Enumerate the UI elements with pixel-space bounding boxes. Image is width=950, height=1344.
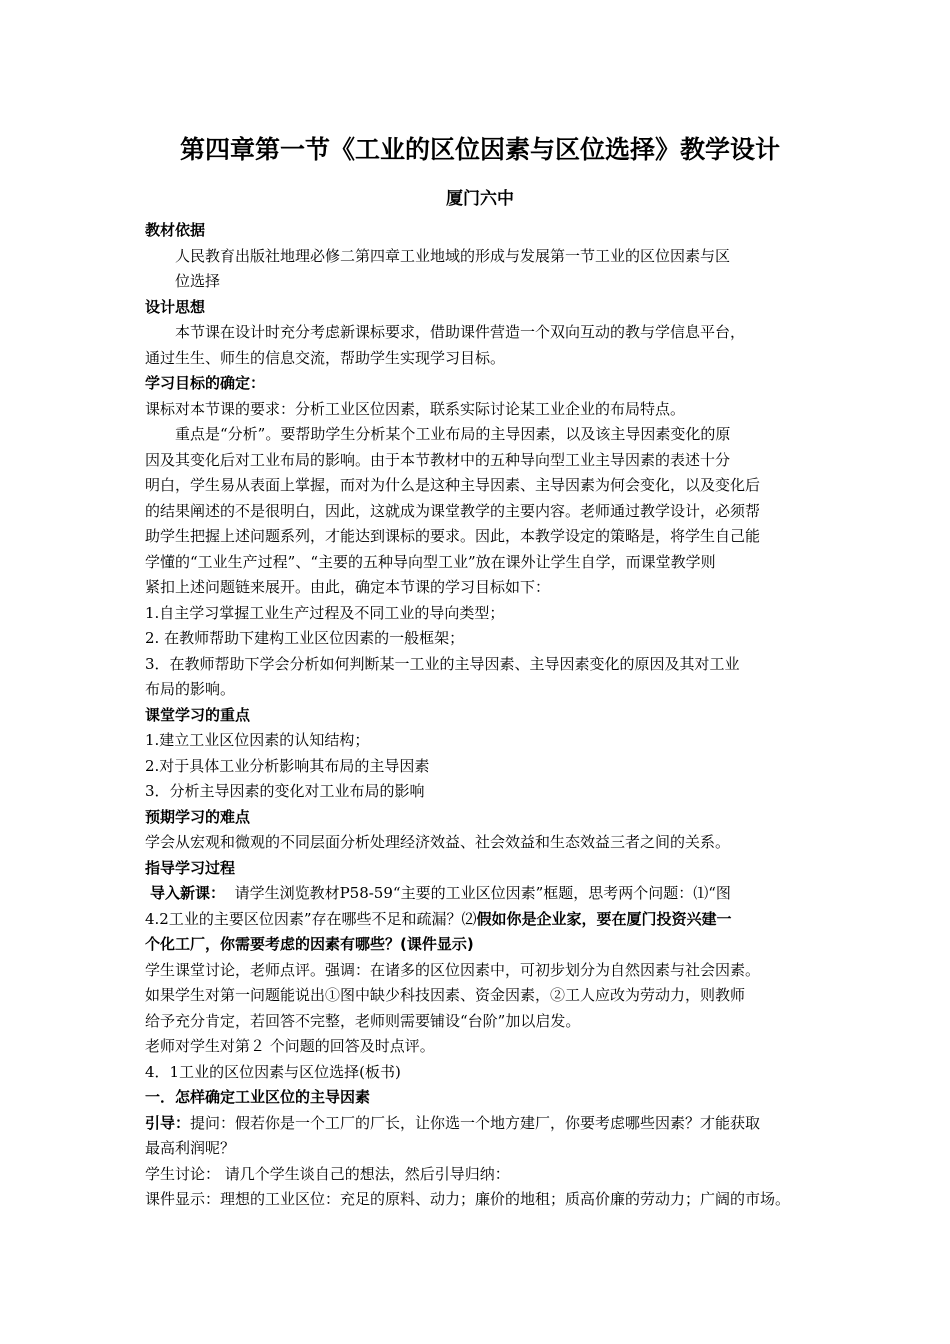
guide-label: 引导： (145, 1113, 191, 1132)
section-heading-part-one: 一．怎样确定工业区位的主导因素 (145, 1088, 371, 1106)
document-page (145, 128, 815, 1213)
section-heading-difficulty: 预期学习的难点 (145, 807, 251, 826)
paragraph-line: 学会从宏观和微观的不同层面分析处理经济效益、社会效益和生态效益三者之间的关系。 (145, 833, 731, 851)
guide-line (145, 1111, 815, 1137)
intro-text: 请学生浏览教材P58-59“主要的工业区位因素”框题，思考两个问题：⑴“图 (234, 884, 731, 902)
goal-item-2: 2. 在教师帮助下建构工业区位因素的一般框架； (145, 629, 465, 647)
section-heading-material: 教材依据 (145, 221, 206, 239)
paragraph-line: 助学生把握上述问题系列，才能达到课标的要求。因此，本教学设定的策略是，将学生自己能 (145, 527, 761, 545)
school-name: 厦门六中 (446, 189, 514, 209)
paragraph-line: 通过生生、师生的信息交流，帮助学生实现学习目标。 (145, 348, 506, 367)
paragraph-line: 位选择 (175, 272, 221, 290)
paragraph-line: 本节课在设计时充分考虑新课标要求，借助课件营造一个双向互动的教与学信息平台， (175, 323, 746, 341)
paragraph-line: 重点是“分析”。要帮助学生分析某个工业布局的主导因素，以及该主导因素变化的原 (175, 425, 731, 443)
key-point-item-2: 2.对于具体工业分析影响其布局的主导因素 (145, 756, 430, 775)
intro-text: 4.2工业的主要区位因素”存在哪些不足和疏漏？⑵ (145, 909, 477, 928)
paragraph-line: 紧扣上述问题链来展开。由此，确定本节课的学习目标如下： (145, 578, 551, 596)
section-heading-design: 设计思想 (145, 297, 206, 316)
paragraph-line: 课件显示：理想的工业区位：充足的原料、动力；廉价的地租；质高价廉的劳动力；广阔的市场。 (145, 1190, 791, 1208)
paragraph-line: 因及其变化后对工业布局的影响。由于本节教材中的五种导向型工业主导因素的表述十分 (145, 450, 731, 469)
paragraph-line: 学懂的“工业生产过程”、“主要的五种导向型工业”放在课外让学生自学，而课堂教学则 (145, 552, 716, 571)
document-title: 第四章第一节《工业的区位因素与区位选择》教学设计 (179, 135, 780, 164)
paragraph-line: 布局的影响。 (145, 680, 236, 698)
paragraph-line: 课标对本节课的要求：分析工业区位因素，联系实际讨论某工业企业的布局特点。 (145, 399, 686, 418)
key-point-item-3: 3．分析主导因素的变化对工业布局的影响 (145, 782, 425, 800)
paragraph-line: 最高利润呢？ (145, 1139, 236, 1157)
intro-label: 导入新课： (150, 884, 226, 902)
paragraph-line: 明白，学生易从表面上掌握，而对为什么是这种主导因素、主导因素为何会变化，以及变化后 (145, 476, 761, 494)
intro-bold-line: 个化工厂，你需要考虑的因素有哪些？(课件显示) (145, 935, 474, 953)
goal-item-3: 3．在教师帮助下学会分析如何判断某一工业的主导因素、主导因素变化的原因及其对工业 (145, 654, 740, 673)
intro-line (145, 881, 815, 907)
board-note-line: 4．1工业的区位因素与区位选择(板书) (145, 1062, 401, 1081)
section-heading-process: 指导学习过程 (145, 858, 236, 877)
paragraph-line: 人民教育出版社地理必修二第四章工业地域的形成与发展第一节工业的区位因素与区 (175, 246, 731, 265)
paragraph-line: 给予充分肯定，若回答不完整，老师则需要铺设“台阶”加以启发。 (145, 1011, 581, 1030)
key-point-item-1: 1.建立工业区位因素的认知结构； (145, 731, 370, 749)
guide-text: 提问：假若你是一个工厂的厂长，让你选一个地方建厂，你要考虑哪些因素？才能获取 (190, 1113, 761, 1132)
intro-bold-text: 假如你是企业家，要在厦门投资兴建一 (476, 909, 732, 928)
intro-line (145, 907, 815, 933)
section-heading-goals: 学习目标的确定： (145, 374, 266, 392)
paragraph-line: 学生讨论： 请几个学生谈自己的想法，然后引导归纳： (145, 1164, 510, 1183)
paragraph-line: 的结果阐述的不是很明白，因此，这就成为课堂教学的主要内容。老师通过教学设计，必须帮 (145, 501, 761, 520)
paragraph-line: 学生课堂讨论，老师点评。强调：在诸多的区位因素中，可初步划分为自然因素与社会因素。 (145, 960, 761, 979)
paragraph-line: 老师对学生对第２ 个问题的回答及时点评。 (145, 1037, 435, 1055)
paragraph-line: 如果学生对第一问题能说出①图中缺少科技因素、资金因素，②工人应改为劳动力，则教师 (145, 986, 746, 1004)
goal-item-1: 1.自主学习掌握工业生产过程及不同工业的导向类型； (145, 603, 505, 622)
section-heading-key-points: 课堂学习的重点 (145, 705, 251, 724)
